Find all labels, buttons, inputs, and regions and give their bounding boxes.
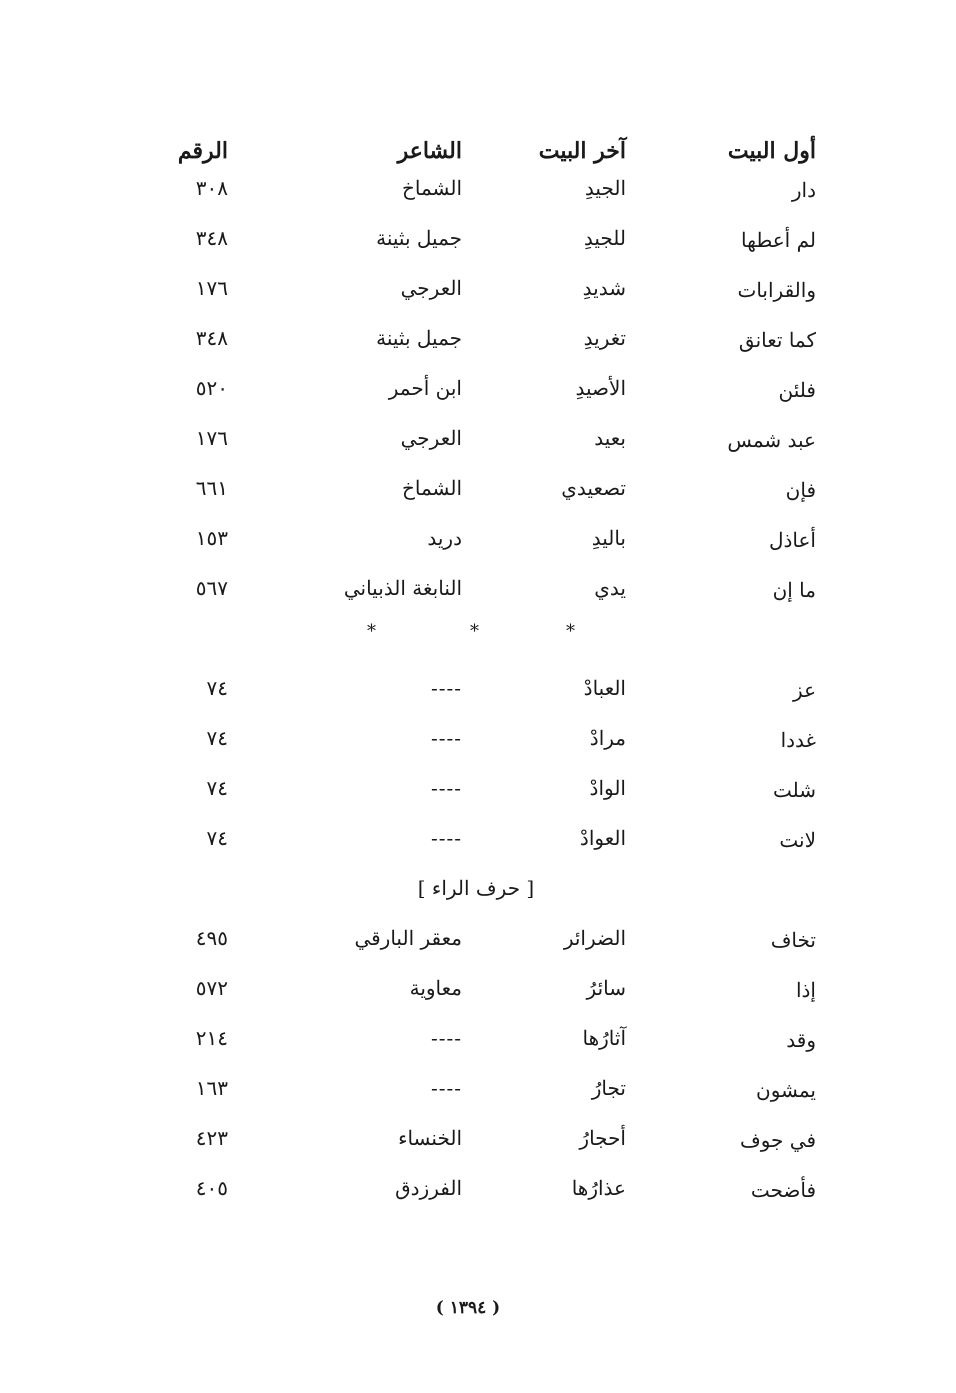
row-poet: ---- xyxy=(430,826,462,850)
row-first-word: عبد شمس xyxy=(727,428,816,452)
row-first-word: تخاف xyxy=(770,928,816,952)
section-heading xyxy=(0,878,956,898)
row-poet: الشماخ xyxy=(401,476,462,500)
row-number: ٤٠٥ xyxy=(195,1176,228,1200)
row-number: ١٧٦ xyxy=(195,276,228,300)
row-last-word: مرادْ xyxy=(589,726,626,750)
row-last-word: بعيد xyxy=(594,426,626,450)
row-last-word: تجارُ xyxy=(591,1076,626,1100)
row-first-word: دار xyxy=(791,178,816,202)
row-first-word: لانت xyxy=(779,828,816,852)
row-first-word: ما إن xyxy=(772,578,816,602)
row-first-word: فأضحت xyxy=(750,1178,816,1202)
row-number: ١٦٣ xyxy=(195,1076,228,1100)
section-heading-text: [ حرف الراء ] xyxy=(417,876,535,900)
row-last-word: باليدِ xyxy=(591,526,626,550)
separator-star: * xyxy=(470,621,479,642)
row-first-word: وقد xyxy=(786,1028,816,1052)
row-number: ٧٤ xyxy=(206,726,228,750)
row-number: ٤٩٥ xyxy=(195,926,228,950)
row-last-word: يدي xyxy=(594,576,626,600)
star-separator xyxy=(0,623,956,643)
row-last-word: الأصيدِ xyxy=(575,376,626,400)
row-last-word: عذارُها xyxy=(571,1176,626,1200)
row-poet: جميل بثينة xyxy=(376,326,462,350)
row-first-word: فإن xyxy=(785,478,816,502)
row-last-word: آثارُها xyxy=(582,1026,626,1050)
row-poet: معاوية xyxy=(409,976,462,1000)
row-first-word: في جوف xyxy=(739,1128,816,1152)
row-poet: دريد xyxy=(427,526,462,550)
row-last-word: شديدِ xyxy=(582,276,626,300)
row-poet: ---- xyxy=(430,776,462,800)
page-number: ( ١٣٩٤ ) xyxy=(435,1298,501,1318)
row-number: ١٧٦ xyxy=(195,426,228,450)
row-last-word: الوادْ xyxy=(589,776,626,800)
row-first-word: والقرابات xyxy=(737,278,816,302)
row-poet: العرجي xyxy=(400,276,462,300)
row-number: ١٥٣ xyxy=(195,526,228,550)
header-last-word: آخر البيت xyxy=(538,138,626,164)
row-first-word: غددا xyxy=(780,728,816,752)
row-last-word: تصعيدي xyxy=(561,476,626,500)
row-number: ٧٤ xyxy=(206,776,228,800)
row-number: ٣٠٨ xyxy=(195,176,228,200)
row-first-word: عز xyxy=(793,678,816,702)
separator-star: * xyxy=(367,621,376,642)
row-last-word: سائرُ xyxy=(586,976,626,1000)
row-poet: ---- xyxy=(430,1076,462,1100)
header-poet: الشاعر xyxy=(397,138,462,164)
row-number: ٢١٤ xyxy=(195,1026,228,1050)
row-first-word: شلت xyxy=(772,778,816,802)
row-last-word: الضرائر xyxy=(563,926,626,950)
row-first-word: فلئن xyxy=(778,378,816,402)
row-first-word: أعاذل xyxy=(768,528,816,552)
header-number: الرقم xyxy=(177,138,228,164)
row-first-word: يمشون xyxy=(756,1078,816,1102)
row-number: ٥٢٠ xyxy=(195,376,228,400)
row-number: ٣٤٨ xyxy=(195,326,228,350)
row-number: ٥٧٢ xyxy=(195,976,228,1000)
row-poet: العرجي xyxy=(400,426,462,450)
row-number: ٦٦١ xyxy=(195,476,228,500)
row-last-word: العبادْ xyxy=(583,676,626,700)
row-number: ٣٤٨ xyxy=(195,226,228,250)
row-poet: معقر البارقي xyxy=(354,926,462,950)
row-first-word: لم أعطها xyxy=(741,228,816,252)
row-number: ٤٢٣ xyxy=(195,1126,228,1150)
row-last-word: الجيدِ xyxy=(584,176,626,200)
row-poet: الخنساء xyxy=(398,1126,462,1150)
row-poet: النابغة الذبياني xyxy=(343,576,462,600)
row-poet: ابن أحمر xyxy=(388,376,462,400)
row-poet: ---- xyxy=(430,726,462,750)
row-poet: ---- xyxy=(430,676,462,700)
row-last-word: للجيدِ xyxy=(583,226,626,250)
row-number: ٥٦٧ xyxy=(195,576,228,600)
row-poet: ---- xyxy=(430,1026,462,1050)
row-poet: الفرزدق xyxy=(395,1176,462,1200)
row-first-word: كما تعانق xyxy=(738,328,816,352)
row-poet: الشماخ xyxy=(401,176,462,200)
header-first-word: أول البيت xyxy=(727,138,816,164)
row-last-word: العوادْ xyxy=(579,826,626,850)
row-last-word: أحجارُ xyxy=(579,1126,626,1150)
row-poet: جميل بثينة xyxy=(376,226,462,250)
row-number: ٧٤ xyxy=(206,676,228,700)
row-number: ٧٤ xyxy=(206,826,228,850)
row-last-word: تغريدِ xyxy=(583,326,626,350)
separator-star: * xyxy=(566,621,575,642)
row-first-word: إذا xyxy=(795,978,816,1002)
